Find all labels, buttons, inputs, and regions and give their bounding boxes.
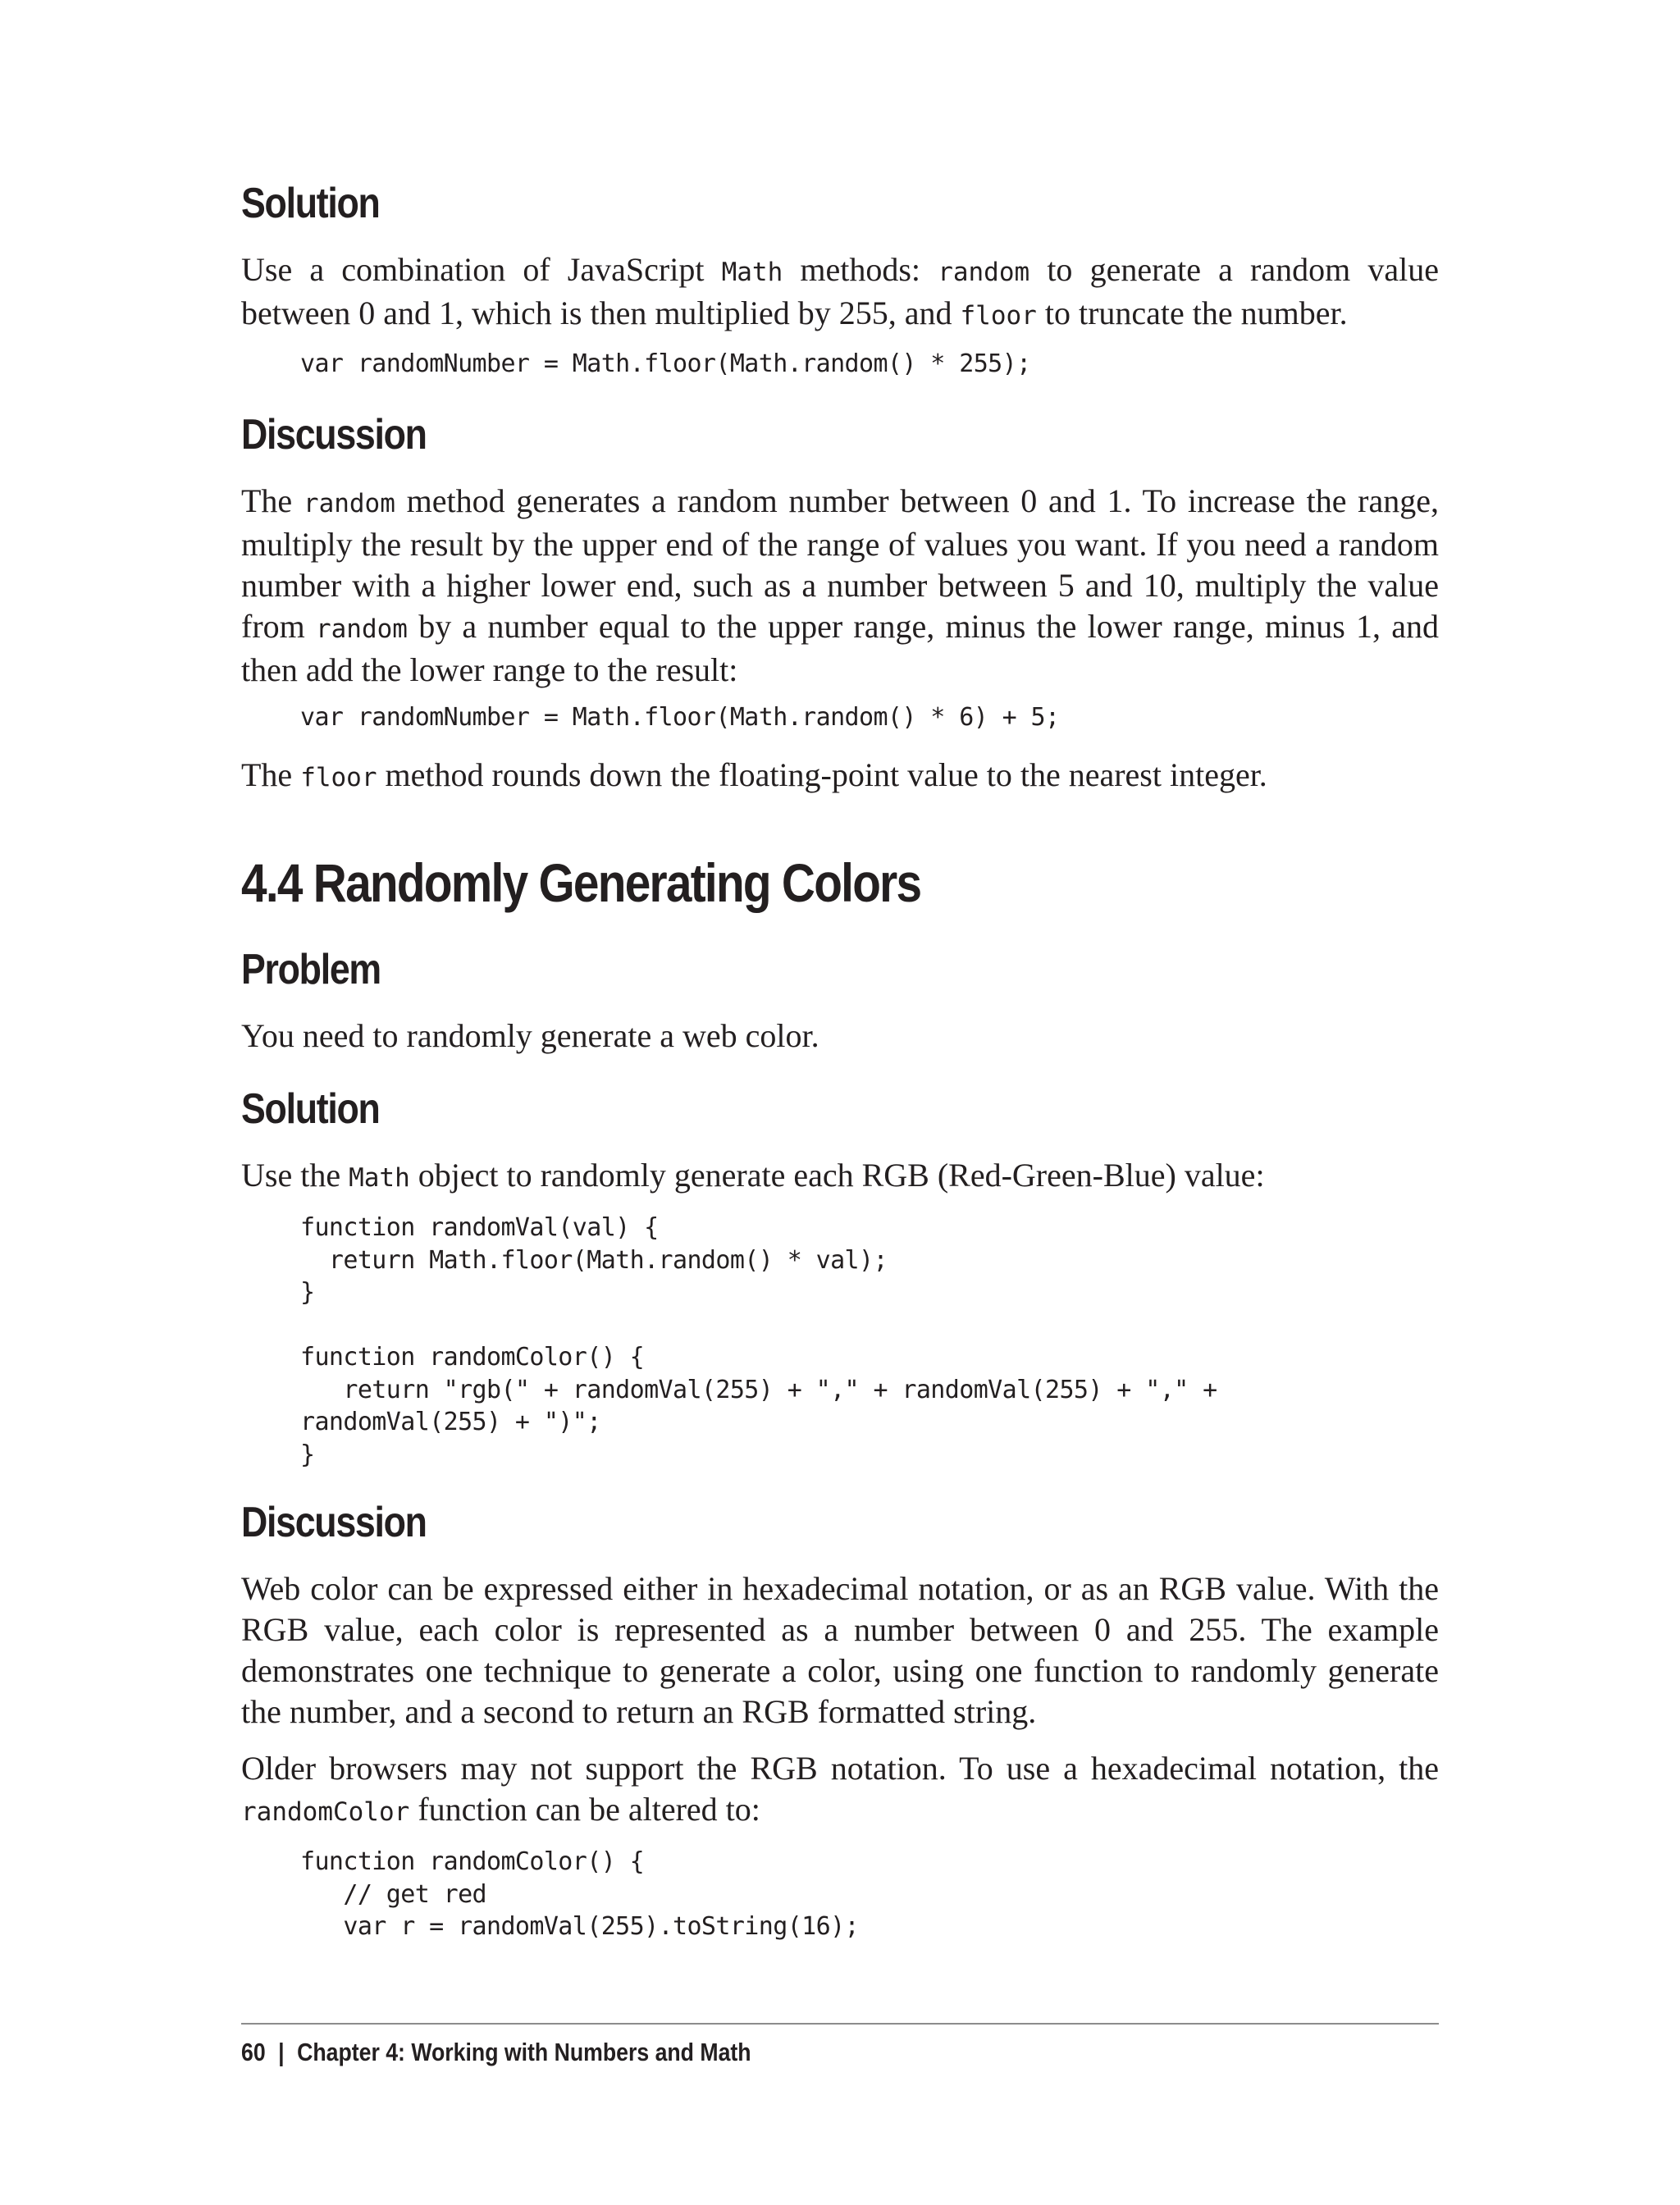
body-paragraph: You need to randomly generate a web color. (241, 1017, 819, 1054)
section-solution-2 (241, 1084, 1439, 1134)
section-problem (241, 945, 1439, 994)
section-discussion-2 (241, 1498, 1439, 1547)
text-run: to truncate the number. (1036, 294, 1348, 331)
paragraph-problem (241, 1016, 1439, 1057)
text-run: object to randomly generate each RGB (Red-Green-Blue) value: (409, 1157, 1265, 1194)
body-paragraph: Web color can be expressed either in hexadecimal notation, or as an RGB value. With the RGB value, each color is represented as a number between 0 and 255. The example demonstrates one technique to generate a color, using one function to randomly generate the number, and a second to return an RGB formatted string. (241, 1570, 1439, 1730)
body-paragraph (241, 1748, 1439, 1833)
body-paragraph (241, 1155, 1439, 1198)
page-number: 60 (241, 2038, 266, 2066)
code-block: var randomNumber = Math.floor(Math.random() * 255); (300, 349, 1031, 378)
text-run: function can be altered to: (409, 1791, 760, 1828)
paragraph-solution-2 (241, 1155, 1439, 1198)
footer-separator: | (278, 2038, 285, 2066)
section-heading: Discussion (241, 411, 427, 459)
section-heading: Solution (241, 1085, 380, 1133)
inline-code: random (938, 258, 1030, 287)
paragraph-discussion-2a (241, 1568, 1439, 1732)
code-block: function randomColor() { // get red var r = randomVal(255).toString(16); (300, 1847, 859, 1941)
code-block: function randomVal(val) { return Math.floor(Math.random() * val); } function randomColor() { return "rgb(" + randomVal(255) + "," + randomVal(255) + "," + randomVal(255) + ")"; } (300, 1213, 1217, 1469)
paragraph-discussion-2b (241, 1748, 1439, 1833)
inline-code: random (315, 614, 408, 644)
section-heading: Solution (241, 180, 380, 227)
recipe-title: 4.4 Randomly Generating Colors (241, 852, 921, 913)
body-paragraph (241, 755, 1439, 798)
inline-code: random (303, 489, 395, 518)
inline-code: Math (349, 1163, 410, 1193)
body-paragraph (241, 481, 1439, 691)
code-block: var randomNumber = Math.floor(Math.random() * 6) + 5; (300, 703, 1060, 732)
paragraph-discussion-1 (241, 481, 1439, 691)
section-heading: Discussion (241, 1499, 427, 1546)
text-run: Use a combination of JavaScript (241, 251, 722, 288)
inline-code: randomColor (241, 1797, 410, 1827)
paragraph-solution-1 (241, 249, 1439, 336)
text-run: Use the (241, 1157, 349, 1194)
text-run: to generate a random value between 0 and 1, which is then multiplied by 255, and (241, 251, 1439, 331)
text-run: The (241, 756, 301, 793)
text-run: method rounds down the floating-point value to the nearest integer. (377, 756, 1267, 793)
book-page (241, 0, 1439, 2205)
paragraph-discussion-1b (241, 755, 1439, 798)
page-footer (241, 2036, 751, 2069)
text-run: methods: (783, 251, 938, 288)
inline-code: floor (960, 301, 1037, 331)
footer-divider (241, 2023, 1439, 2025)
text-run: method generates a random number between 0 and 1. To increase the range, multiply the result by the upper end of the range of values you want. If you need a random number with a higher lower end, such as a number between 5 and 10, multiply the value from (241, 482, 1439, 645)
inline-code: Math (721, 258, 783, 287)
text-run: by a number equal to the upper range, minus the lower range, minus 1, and then add the lower range to the result: (241, 608, 1439, 688)
chapter-title: Chapter 4: Working with Numbers and Math (297, 2038, 751, 2066)
inline-code: floor (300, 763, 377, 792)
text-run: The (241, 482, 304, 519)
section-heading: Problem (241, 946, 381, 993)
body-paragraph (241, 249, 1439, 336)
recipe-heading-block (241, 851, 1439, 914)
section-solution-1 (241, 179, 1439, 228)
text-run: Older browsers may not support the RGB notation. To use a hexadecimal notation, the (241, 1750, 1439, 1787)
section-discussion-1 (241, 410, 1439, 459)
